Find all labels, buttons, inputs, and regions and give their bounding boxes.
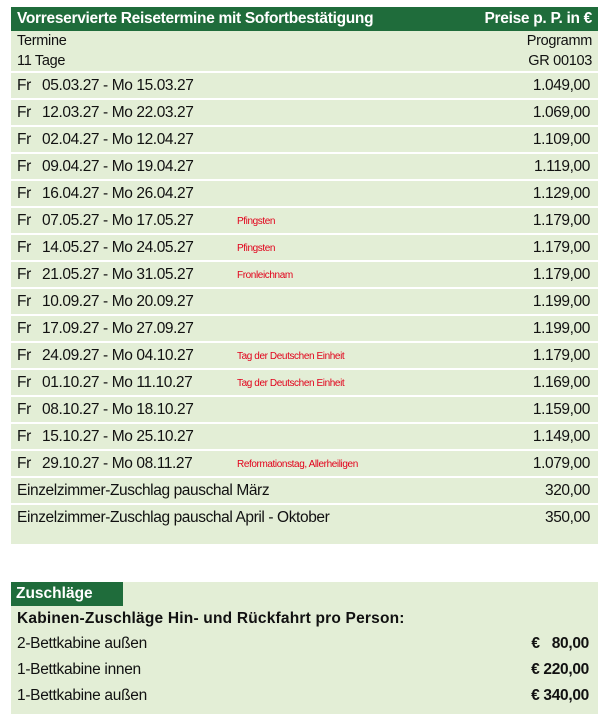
table-title: Vorreservierte Reisetermine mit Sofortbestätigung xyxy=(17,10,374,27)
weekday-label: Fr xyxy=(17,347,31,364)
date-row xyxy=(11,181,598,208)
dates-column-header: Termine xyxy=(17,33,67,49)
date-range: 10.09.27 - Mo 20.09.27 xyxy=(42,293,194,310)
weekday-label: Fr xyxy=(17,455,31,472)
price-header: Preise p. P. in € xyxy=(484,10,592,27)
cabin-price: € 80,00 xyxy=(531,635,589,652)
row-price: 1.069,00 xyxy=(532,104,590,121)
holiday-note: Reformationstag, Allerheiligen xyxy=(237,459,358,470)
row-price: 1.129,00 xyxy=(532,185,590,202)
cabin-label: 1-Bettkabine innen xyxy=(17,661,141,678)
cabin-label: 2-Bettkabine außen xyxy=(17,635,147,652)
date-range: 02.04.27 - Mo 12.04.27 xyxy=(42,131,194,148)
date-row xyxy=(11,154,598,181)
weekday-label: Fr xyxy=(17,266,31,283)
date-range: 09.04.27 - Mo 19.04.27 xyxy=(42,158,194,175)
date-range: 21.05.27 - Mo 31.05.27 xyxy=(42,266,194,283)
cabin-surcharge-row xyxy=(11,657,598,683)
holiday-note: Fronleichnam xyxy=(237,270,293,281)
weekday-label: Fr xyxy=(17,185,31,202)
weekday-label: Fr xyxy=(17,212,31,229)
holiday-note: Tag der Deutschen Einheit xyxy=(237,378,345,389)
row-price: 1.079,00 xyxy=(532,455,590,472)
weekday-label: Fr xyxy=(17,158,31,175)
date-range: 17.09.27 - Mo 27.09.27 xyxy=(42,320,194,337)
surcharge-label: Einzelzimmer-Zuschlag pauschal März xyxy=(17,482,270,499)
date-range: 15.10.27 - Mo 25.10.27 xyxy=(42,428,194,445)
cabin-surcharge-row xyxy=(11,631,598,657)
row-price: 1.179,00 xyxy=(532,266,590,283)
date-range: 16.04.27 - Mo 26.04.27 xyxy=(42,185,194,202)
row-price: 1.049,00 xyxy=(532,77,590,94)
holiday-note: Tag der Deutschen Einheit xyxy=(237,351,345,362)
weekday-label: Fr xyxy=(17,104,31,121)
row-price: 1.169,00 xyxy=(532,374,590,391)
weekday-label: Fr xyxy=(17,320,31,337)
weekday-label: Fr xyxy=(17,293,31,310)
column-header-row xyxy=(11,31,598,51)
date-row xyxy=(11,208,598,235)
cabin-price: € 220,00 xyxy=(531,661,589,678)
dates-price-table xyxy=(11,7,598,544)
date-range: 08.10.27 - Mo 18.10.27 xyxy=(42,401,194,418)
row-price: 1.199,00 xyxy=(532,320,590,337)
surcharge-price: 350,00 xyxy=(544,509,590,526)
date-row xyxy=(11,100,598,127)
date-row xyxy=(11,262,598,289)
weekday-label: Fr xyxy=(17,428,31,445)
date-row xyxy=(11,316,598,343)
date-range: 24.09.27 - Mo 04.10.27 xyxy=(42,347,194,364)
surcharge-row xyxy=(11,478,598,505)
row-price: 1.109,00 xyxy=(532,131,590,148)
date-range: 29.10.27 - Mo 08.11.27 xyxy=(42,455,193,472)
program-column-header: Programm xyxy=(526,33,592,49)
duration-label: 11 Tage xyxy=(17,53,66,69)
date-rows xyxy=(11,73,598,478)
cabin-label: 1-Bettkabine außen xyxy=(17,687,147,704)
date-row xyxy=(11,451,598,478)
table-title-bar xyxy=(11,7,598,31)
row-price: 1.119,00 xyxy=(534,158,590,175)
cabin-price: € 340,00 xyxy=(531,687,589,704)
duration-row xyxy=(11,51,598,73)
date-range: 05.03.27 - Mo 15.03.27 xyxy=(42,77,194,94)
holiday-note: Pfingsten xyxy=(237,243,276,254)
date-row xyxy=(11,397,598,424)
date-row xyxy=(11,235,598,262)
date-range: 14.05.27 - Mo 24.05.27 xyxy=(42,239,194,256)
weekday-label: Fr xyxy=(17,239,31,256)
program-code: GR 00103 xyxy=(528,53,592,69)
date-range: 07.05.27 - Mo 17.05.27 xyxy=(42,212,194,229)
weekday-label: Fr xyxy=(17,77,31,94)
row-price: 1.159,00 xyxy=(532,401,590,418)
date-row xyxy=(11,289,598,316)
row-price: 1.179,00 xyxy=(532,212,590,229)
row-price: 1.199,00 xyxy=(532,293,590,310)
date-range: 01.10.27 - Mo 11.10.27 xyxy=(42,374,193,391)
zuschlaege-title: Zuschläge xyxy=(11,582,123,606)
row-price: 1.149,00 xyxy=(532,428,590,445)
date-row xyxy=(11,370,598,397)
weekday-label: Fr xyxy=(17,401,31,418)
date-row xyxy=(11,127,598,154)
weekday-label: Fr xyxy=(17,131,31,148)
date-row xyxy=(11,343,598,370)
surcharge-label: Einzelzimmer-Zuschlag pauschal April - Oktober xyxy=(17,509,330,526)
zuschlaege-subtitle: Kabinen-Zuschläge Hin- und Rückfahrt pro Person: xyxy=(17,610,405,627)
surcharge-price: 320,00 xyxy=(544,482,590,499)
surcharge-row xyxy=(11,505,598,530)
date-row xyxy=(11,424,598,451)
cabin-surcharge-row xyxy=(11,683,598,709)
zuschlaege-panel xyxy=(11,582,598,714)
date-row xyxy=(11,73,598,100)
holiday-note: Pfingsten xyxy=(237,216,276,227)
date-range: 12.03.27 - Mo 22.03.27 xyxy=(42,104,194,121)
weekday-label: Fr xyxy=(17,374,31,391)
row-price: 1.179,00 xyxy=(532,347,590,364)
row-price: 1.179,00 xyxy=(532,239,590,256)
